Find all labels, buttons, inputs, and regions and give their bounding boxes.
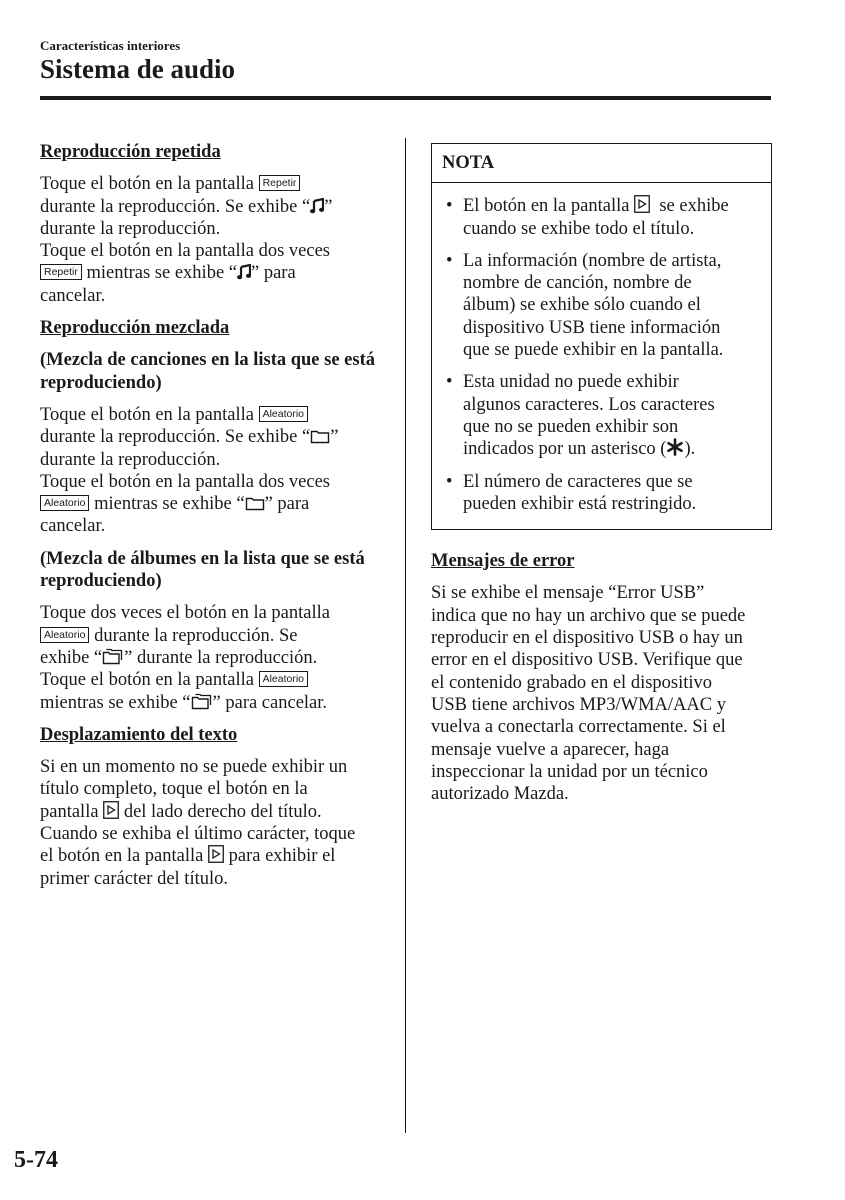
shuffle-songs-heading: (Mezcla de canciones en la lista que se está reproduciendo) bbox=[40, 350, 375, 393]
shuffle-button-label[interactable]: Aleatorio bbox=[40, 627, 89, 643]
shuffle-heading: Reproducción mezclada bbox=[40, 318, 230, 339]
right-column bbox=[431, 143, 772, 805]
section-label: Características interiores bbox=[40, 38, 181, 53]
bullet: • bbox=[446, 372, 453, 393]
play-arrow-box-icon bbox=[634, 195, 650, 213]
error-heading: Mensajes de error bbox=[431, 551, 575, 572]
note-item: • La información (nombre de artista, nombre de canción, nombre de álbum) se exhibe sólo cuando el dispositivo USB tiene información que se puede exhibir en la pantalla. bbox=[446, 250, 724, 361]
error-paragraph: Si se exhibe el mensaje “Error USB” indica que no hay un archivo que se puede reproducir en el dispositivo USB o hay un error en el dispositivo USB. Verifique que el contenido grabado en el dispositivo USB tiene archivos MP3/WMA/AAC y vuelva a conectarla correctamente. Si el mensaje vuelve a aparecer, haga inspeccionar la unidad por un técnico autorizado Mazda. bbox=[431, 583, 746, 805]
albums-paragraph: Toque dos veces el botón en la pantalla Aleatorio durante la reproducción. Se exhibe “ ” durante la reproducción. Toque el botón en la pantalla Aleatorio mientras se exhibe “ ” para cancelar. bbox=[40, 603, 330, 713]
repeat-button-label[interactable]: Repetir bbox=[259, 175, 301, 191]
note-box bbox=[431, 143, 772, 530]
songs-paragraph-2: Toque el botón en la pantalla dos veces Aleatorio mientras se exhibe “ ” para cancelar. bbox=[40, 471, 330, 537]
repeat-paragraph-1: Toque el botón en la pantalla Repetir durante la reproducción. Se exhibe “ ” durante la reproducción. bbox=[40, 174, 333, 239]
folder-stack-shuffle-icon bbox=[191, 692, 213, 710]
music-note-icon bbox=[237, 264, 251, 280]
play-arrow-box-icon[interactable] bbox=[103, 801, 119, 819]
repeat-button-label[interactable]: Repetir bbox=[40, 264, 82, 280]
music-note-icon bbox=[310, 198, 324, 214]
note-item: • Esta unidad no puede exhibir algunos caracteres. Los caracteres que no se pueden exhibir son indicados por un asterisco ( ). bbox=[446, 372, 715, 460]
note-title: NOTA bbox=[432, 144, 771, 183]
left-column bbox=[40, 141, 392, 890]
repeat-heading: Reproducción repetida bbox=[40, 142, 221, 162]
folder-shuffle-icon bbox=[310, 428, 330, 444]
note-item: • El número de caracteres que se pueden exhibir está restringido. bbox=[446, 471, 697, 514]
scroll-paragraph: Si en un momento no se puede exhibir un título completo, toque el botón en la pantalla del lado derecho del título. Cuando se exhiba el último carácter, toque el botón en la pantalla para exhibir el primer carácter del título. bbox=[40, 757, 356, 889]
folder-stack-shuffle-icon bbox=[102, 647, 124, 665]
page-number: 5-74 bbox=[14, 1147, 58, 1173]
header-rule bbox=[40, 96, 771, 100]
page-title: Sistema de audio bbox=[40, 54, 236, 84]
folder-shuffle-icon bbox=[245, 495, 265, 511]
bullet: • bbox=[446, 196, 453, 217]
bullet: • bbox=[446, 471, 453, 492]
songs-paragraph-1: Toque el botón en la pantalla Aleatorio durante la reproducción. Se exhibe “ ” durante la reproducción. bbox=[40, 404, 339, 470]
scroll-heading: Desplazamiento del texto bbox=[40, 724, 238, 745]
play-arrow-box-icon[interactable] bbox=[208, 845, 224, 863]
shuffle-button-label[interactable]: Aleatorio bbox=[259, 406, 308, 422]
repeat-paragraph-2: Toque el botón en la pantalla dos veces Repetir mientras se exhibe “ ” para cancelar. bbox=[40, 241, 330, 306]
bullet: • bbox=[446, 250, 453, 271]
asterisk-icon bbox=[666, 438, 684, 456]
shuffle-button-label[interactable]: Aleatorio bbox=[259, 671, 308, 687]
shuffle-albums-heading: (Mezcla de álbumes en la lista que se está reproduciendo) bbox=[40, 548, 365, 592]
note-item: • El botón en la pantalla se exhibe cuando se exhibe todo el título. bbox=[446, 196, 729, 239]
shuffle-button-label[interactable]: Aleatorio bbox=[40, 495, 89, 511]
note-list bbox=[432, 183, 771, 529]
column-divider bbox=[405, 138, 406, 1133]
